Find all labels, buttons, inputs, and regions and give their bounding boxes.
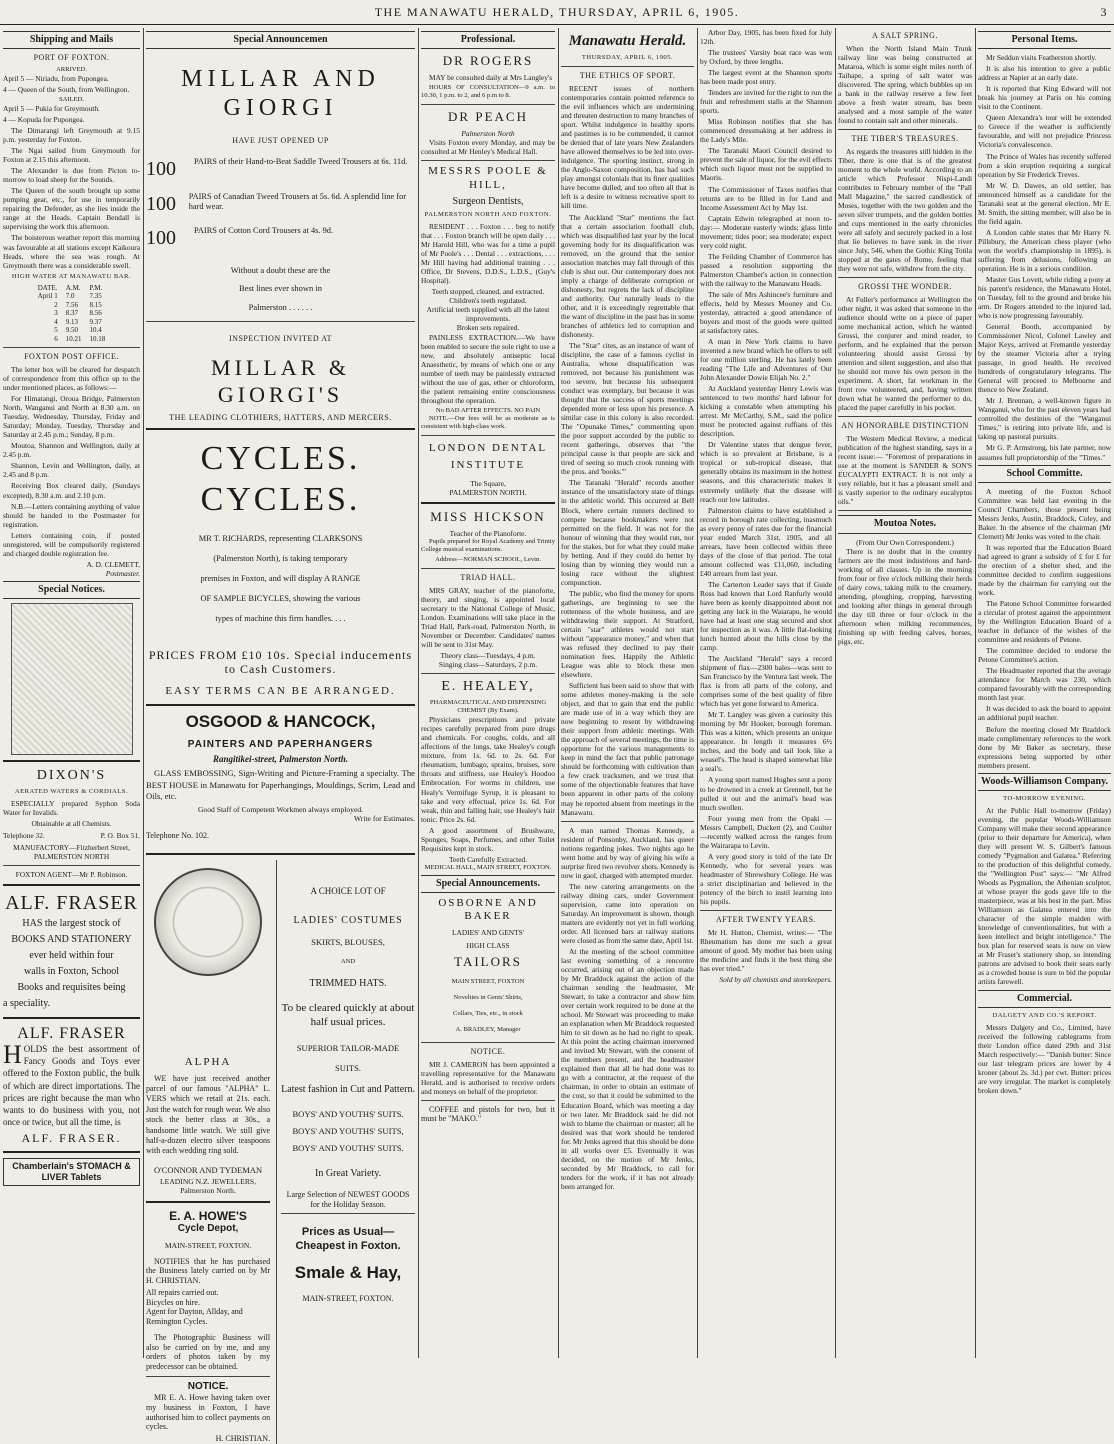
news-paragraph: A man named Thomas Kennedy, a resident of Ponsonby, Auckland, has queer notions regarding jokes. Two nights ago he went home and by way of giving his wife a surprise fired two revolver shots. Kennedy is now in gaol, charged with attempted murder. [561,825,694,880]
news-item: Mr T. Langley was given a curiosity this morning by Mr Hooker, borough foreman. This was a kitten, which presents an unique appearance. In length it measures 6½ inches, and the body and tail look like a weasel's. The head is shaped somewhat like a seal's. [700,710,832,774]
dixon-agent: FOXTON AGENT—Mr P. Robinson. [15,870,128,880]
port-heading: PORT OF FOXTON. [33,53,110,63]
alf-fraser-text [3,1040,140,1128]
notice-title: NOTICE. [470,1046,506,1056]
news-paragraph: At the meeting of the school committee last evening something of a rencontre occurred, arising out of an objection made by Mr Braddock against the action of the chairman sending the headmaster, Mr Stewart, to take a contractor and show him over certain work required to be done at the school. Mr Stewart was proceeding to make an explanation when Mr Braddock requested him to sit down as he had no right to speak. At this point the acting chairman intervened and invited Mr Stewart, with the consent of the members present, and the headmaster explained then that all he had done was to go with a contractor, at the request of the chairman, in order to obtain an estimate of the cost, so that it could be submitted to the Education Board, which was meeting a day or two later. Mr Braddock said he did not wish to blame the chairman or master; all he desired was that work should be tendered for. Mr Jenks agreed that this should be done in all works over £5. Eventually it was decided, on the motion of Mr Jenks, seconded by Mr Braddock, to call for tenders for the work, if it has not already been arranged for. [561,946,694,1191]
triad-theory: Theory class—Tuesdays, 4 p.m. [440,651,536,661]
dixon-obtainable: Obtainable at all Chemists. [31,819,112,829]
jeweller-sub: LEADING N.Z. JEWELLERS, Palmerston North. [160,1177,257,1196]
cycles-title: CYCLES. CYCLES. [200,439,361,519]
column-personal [975,28,1114,1358]
post-paragraph: Letters containing coin, if posted unregistered, will be compulsorily registered and charged double registration fee. [3,530,140,558]
tide-row [34,292,110,301]
honour-text: The Western Medical Review, a medical publication of the highest standing, says in a recent issue:— "Foremost of preparations in use at the moment is SANDER & SON'S EUCALYPTI EXTRACT. It is not only a very reliable, but it has a pleasant smell and is vastly superior to the ordinary eucalyptus oils." [838,434,972,507]
teeth-line: Teeth stopped, cleaned, and extracted. [431,287,545,297]
costumes-line: TRIMMED HATS. [309,977,387,989]
news-item: Four young men from the Opaki — Messrs Campbell, Duckett (2), and Coulter—recently walked across the ranges from the Wairarapa to Levin. [700,813,832,850]
news-item: Dr Valentine states that dengue fever, which is so prevalent at Brisbane, is a tropical or sub-tropical disease, that generally obtains its maximum in the hottest seasons, and this characteristic makes it extremely unlikely that the disease will reach our low latitudes. [700,440,832,504]
page-number: 3 [1100,5,1108,19]
teeth-line: Broken sets repaired. [456,323,520,333]
cycles-line: (Palmerston North), is taking temporary [213,553,348,563]
tide-table [34,284,110,344]
column-news [697,28,835,1358]
teeth-painless: PAINLESS EXTRACTION.—We have been enabled to secure the sole right to use a new, and absolutely antiseptic local Anaesthetic, by means of which one or any number of teeth may be painlessly extracted without the use of gas, ether or chloroform, the patient remaining entire consciousness throughout the operation. [421,332,555,405]
millar-tag: THE LEADING CLOTHIERS, HATTERS, AND MERCERS. [169,413,392,423]
special-announcements-heading: Special Announcements. [421,875,555,893]
tide-row [34,301,110,310]
tide-cell: April 1 [37,292,58,301]
section-heading: Special Announcemen [146,31,415,49]
column-shipping [0,28,143,1358]
smale-street: MAIN-STREET, FOXTON. [302,1293,394,1303]
personal-item: Mr Seddon visits Featherston shortly. [986,53,1097,63]
dental-town: PALMERSTON NORTH. [449,488,527,498]
tiber-text: As regards the treasures still hidden in the Tiber, there is one that is of the greatest moment to the whole world. According to an article which Professor Nispi-Landi contributes to February number of the "Pall Mall Magazine," the sacred candlestick of Moses, together with the two golden and the seven silver trumpets, and the golden bottles and cups mentioned in the early chronicles were all safely and securely packed in a lost that lie believes to have sunk in the river since July, 546, when the Gothic King Totila stopped at the gates of Rome, feeling that they were not safe, withdrew from the city. [838,146,972,274]
howe-line: Agent for Dayton, Allday, and Remington Cycles. [146,1307,243,1327]
osgood-street: Rangitikei-street, Palmerston North. [212,754,348,765]
tide-row [34,309,110,318]
millar-note [146,261,415,317]
alf-fraser-title: ALF. FRASER [5,892,138,915]
grossi-heading: GROSSI THE WONDER. [858,282,952,292]
costumes-intro: A CHOICE LOT OF [310,886,386,897]
school-item: The Patone School Committee forwarded a circular of protest against the appointment by the Wellington Education Board of a teacher in defiance of the wishes of the committee and residents of Petone. [978,599,1111,645]
notice-title: NOTICE. [187,1380,229,1392]
school-item: Before the meeting closed Mr Braddock made complimentary references to the work done by Mr Baker as secretary, these expressions being supported by other members present. [978,724,1111,770]
personal-item: It is reported that King Edward will not break his journey at Paris on his coming visit to the Continent. [978,84,1111,112]
millar-note-line: Palmerston . . . . . . [248,302,313,313]
personal-item: Queen Alexandra's tour will be extended to Greece if the weather is sufficiently favourable, and will not prejudice Princess Victoria's convalescence. [978,113,1111,150]
editorial-paragraph: RECENT issues of northern contemporaries contain pointed reference to the evil influences which are undermining and threaten destruction to many branches of sport. Whilst indulgence in healthy sports and pastimes is to be commended, it cannot be denied that of late years New Zealanders have allowed themselves to be led into over-indulgence. The sporting instinct, strong in the Anglo-Saxon composition, has had such play amongst colonials that its finer qualities have become dulled, and too often all that is left is a desire to witness recreative sport to kill time. [561,84,694,211]
healey-brushes: A good assortment of Brushware, Sponges, Soaps, Perfumes, and other Toilet Requisites kept in stock. [421,825,555,853]
tide-col-header: DATE. [37,283,58,292]
column-editorial [558,28,697,1358]
tide-heading: HIGH WATER AT MANAWATU BAR. [11,272,132,280]
alf-line: HAS the largest stock of [22,917,121,929]
millar-name-2: MILLAR & GIORGI'S [211,355,350,408]
paper-date: THURSDAY, APRIL 6, 1905. [581,54,674,62]
post-paragraph: Receiving Box cleared daily, (Sundays excepted), 8.30 a.m. and 2.10 p.m. [3,481,140,500]
peach-title: DR PEACH [448,109,528,125]
special-notices-heading: Special Notices. [3,581,140,599]
moutoa-heading: Moutoa Notes. [838,515,972,533]
postmaster-title: Postmaster. [105,568,140,578]
news-item: A man in New York claims to have invented a new brand which he offers to sell for one million sterling. He has lately been reading "The Life and Adventures of Our John Alexander Dowie Elijah No. 2." [700,337,832,383]
triad-singing: Singing class—Saturdays, 2 p.m. [438,660,538,670]
grossi-text: At Fuller's performance at Wellington the other night, it was asked that someone in the audience should write on a piece of paper some mechanical action, which he wanted Grossi, the conjurer and mind reader, to perform, and he explained that the person volunteering should assist Grossi by attention and silent suggestion, and also that he should not move his own person in the experiment. A short, fat workman in the front row volunteered, and, having written down what he wanted the performer to do, placed the paper carefully in his pocket. [838,294,972,413]
tailor-heading: SUPERIOR TAILOR-MADE [296,1042,400,1053]
cycles-prices: PRICES FROM £10 10s. Special inducements to Cash Customers. [148,647,413,677]
school-item: The Headmaster reported that the average attendance for March was 230, which compared favourably with the corresponding month last year. [978,666,1111,703]
personal-item: Mr J. Brennan, a well-known figure in Wanganui, who for the past eleven years had controlled the destinies of the "Wanganui Times," is retiring into private life, and is taking up pastoral pursuits. [978,396,1111,442]
tide-cell: 10.21 [65,334,82,343]
tide-cell: 8.15 [89,300,102,309]
hickson-address: Address—NORMAN SCHOOL, Levin. [435,556,541,564]
prices-usual: Prices as Usual— [301,1226,395,1239]
healey-text: Physicians prescriptions and private recipes carefully prepared from pure drugs and chemicals. For coughs, colds, and all affections of the lungs, take Healey's cough mixture, from 1s. 6d. to 2s. 6d. For rheumatism, lumbago, sprains, bruises, sore throats and stiffness, use Healey's Hoodoo Embrocation. For worms in children, use Healy's Vermifuge Syrup, it is pleasant to take and very effectual, price 1s. 6d. For weak, thin and falling hair, use Healey's hair tonic. Price 2s. 6d. [421,715,555,824]
howe-sub: Cycle Depot, [177,1223,239,1235]
tide-cell: 7.56 [65,300,79,309]
millar-item-text: PAIRS of Canadian Tweed Trousers at 5s. 6d. A splendid line for hard wear. [188,191,407,212]
dixon-contact [3,831,140,840]
howe-title: E. A. HOWE'S [169,1208,247,1223]
tiber-heading: THE TIBER'S TREASURES. [851,134,959,144]
osborne-grade: HIGH CLASS [466,940,510,950]
cycles-body [146,529,415,630]
news-item: Tenders are invited for the right to run the fruit and refreshment stalls at the Shannon sports. [700,88,832,116]
news-item: A young sport named Hughes sent a pony to be drowned in a creek at Grennell, but he pulled it out and the animal's head was much swollen. [700,775,832,812]
teeth-line: Children's teeth regulated. [449,296,527,306]
osborne-collars: Collars, Ties, etc., in stock [453,1009,523,1017]
sailing-entry: 4 — Kopuda for Pupongea. [3,115,85,125]
section-heading: Professional. [421,31,555,49]
tide-row [34,335,110,344]
boys-line: BOYS' AND YOUTHS' SUITS. [292,1143,404,1154]
dixon-telephone: Telephone 32. [3,831,45,841]
cycles-line: types of machine this firm handles. . . . [215,614,346,624]
poole-title: MESSRS POOLE & HILL, [428,165,548,191]
post-paragraph: N.B.—Letters containing anything of value should be handed to the Postmaster for registration. [3,501,140,529]
howe-street: MAIN-STREET, FOXTON. [164,1241,252,1251]
news-item: The sale of Mrs Ashincee's furniture and effects, held by Messrs Mooney and Co. yesterday, attracted a good attendance of buyers and most of the goods were quitted at satisfactory rates. [700,289,832,335]
peach-town: Palmerston North [461,129,515,138]
post-office-heading: FOXTON POST OFFICE. [24,352,119,362]
howe-photo: The Photographic Business will also be carried on by me, and any orders of photos taken by my predecessor can be obtained. [146,1332,271,1372]
section-heading: Shipping and Mails [3,31,140,49]
jeweller-ad [146,860,270,1444]
millar-item-text: PAIRS of Cotton Cord Trousers at 4s. 9d. [194,226,334,236]
school-item: A meeting of the Foxton School Committee was held last evening in the Council Chambers, those present being Messrs Jenks, Austin, Braddock, Coley, and Baker. In the absence of the chairman (Mr Clemett) Mr Jenks was voted to the chair. [978,486,1111,541]
peach-text: Visits Foxton every Monday, and may be consulted at Mr Henley's Medical Hall. [421,138,555,157]
osborne-title: OSBORNE AND BAKER [438,896,538,923]
tide-col-header: P.M. [89,283,103,292]
arrival-entry: 4 — Queen of the South, from Wellington. [3,85,130,94]
after-text: Mr H. Hutton, Chemist, writes:— "The Rheumatism has done me such a great amount of good. My mother has been using the medicine and finds it the best thing she has ever tried." [700,927,832,973]
column-professional [418,28,558,1358]
tide-cell: 7.35 [89,292,102,301]
notice-sign: H. CHRISTIAN. [215,1434,271,1444]
editorial-paragraph: The Taranaki "Herald" records another instance of the unsatisfactory state of things in the athletic world. This occurred at Bell Block, where certain runners declined to compete because bookmakers were not permitted on the field. It was not for the honour of winning that they would run, nor for the stakes, but for what they could make by betting. And if they could do better by losing than by winning they would run a losing race without the slightest compunction. [561,478,694,587]
moutoa-sub: (From Our Own Correspondent.) [856,537,954,547]
howe-line: Bicycles on hire. [146,1297,200,1307]
news-paragraph: The new catering arrangements on the railway dining cars, under Government supervision, came into operation on Saturday. An improvement is shown, though matters are evidently not yet in full working order. All licensed bars at railway stations were closed as from the same date, April 1st. [561,881,694,945]
column-special-announcements [143,28,418,1444]
arrived-label: ARRIVED. [56,65,87,73]
hickson-text: Pupils prepared for Royal Academy and Trinity College musical examinations. [421,537,555,554]
costumes-line: SKIRTS, BLOUSES, [311,937,385,948]
notice-text: MR E. A. Howe having taken over my business in Foxton, I have authorised him to collect payments on cycles. [146,1393,271,1432]
tide-col-header: A.M. [65,283,81,292]
dixon-text: ESPECIALLY prepared Syphon Soda Water for Invalids. [3,799,140,818]
editorial-paragraph: The Auckland "Star" mentions the fact that a certain association football club, which was disqualified last year by the local governing body for its disqualification was removed, on the ground that the senior association matches may fall through of this club is shut out. Our contemporary does not imply a charge of deliberate corruption or dishonesty, but regrets the lack of discipline and authority. Our naturally leads to the other, and it is exceedingly regrettable that the want of discipline in the past has in some branches of athletics led to corruption and dishonesty. [561,212,694,339]
costumes-ad [276,860,415,1444]
millar-item-number: 100 [146,192,176,215]
osborne-street: MAIN STREET, FOXTON [451,977,525,985]
osborne-manager: A. BRADLEY, Manager [455,1025,521,1033]
masthead-title: THE MANAWATU HERALD, THURSDAY, APRIL 6, 1905. [374,5,740,19]
tide-cell: 9.13 [65,317,79,326]
sailing-entry: April 5 — Pukia for Greymouth. [3,104,100,114]
news-item: The trustees' Varsity boat race was won by Oxford, by three lengths. [700,48,832,67]
osborne-tailors: TAILORS [454,953,522,969]
chamberlain-ad: Chamberlain's STOMACH & LIVER Tablets [3,1158,140,1186]
tide-cell: 8.56 [89,309,102,318]
news-item: The Taranaki Maori Council desired to prevent the sale of liquor, for the evil effects which such liquor must not be supplied to Maoris. [700,146,832,183]
shipping-paragraph: The Alexander is due from Picton to-morrow to load sheep for the Sounds. [3,166,140,185]
tailor-fashion: Latest fashion in Cut and Pattern. [281,1083,415,1095]
hickson-title: MISS HICKSON [430,509,546,525]
news-item: A very good story is told of the late Dr Kennedy, who for several years was headmaster of Shrewsbury College. He was a strict disciplinarian and believed in the potency of the birch to instil learning into his pupils. [700,851,832,906]
millar-item [146,157,415,181]
news-item: The Auckland "Herald" says a record shipment of flax—2300 bales—was sent to San Francisco by the Ventura last week. The flax is from all parts of the colony, and comprises some of the best quality of fibre which has yet gone forward to America. [700,654,832,709]
healey-teeth: Teeth Carefully Extracted. [448,854,528,864]
healey-address: MEDICAL HALL, MAIN STREET, FOXTON. [424,863,552,871]
alf-fraser-sign: ALF. FRASER. [21,1131,122,1146]
post-paragraph: For Himatangi, Oroua Bridge, Palmerston North, Wanganui and North at 8.30 a.m. on Tuesday, Wednesday, Thursday, Friday and Saturday; Monday, Tuesday, Thursday and Saturday at 2.45 p.m.; Sunday, 8 p.m. [3,394,140,440]
dental-square: The Square, [470,479,506,489]
alf-line: Books and requisites being [17,981,126,993]
tide-cell: 3 [54,309,58,318]
costumes-and: AND [340,957,356,965]
after-sold: Sold by all chemists and storekeepers. [719,974,832,984]
millar-item [146,226,415,250]
shipping-paragraph: The Dimarangi left Greymouth at 9.15 p.m. yesterday for Foxton. [3,126,140,145]
osgood-text: GLASS EMBOSSING, Sign-Writing and Picture-Framing a specialty. The BEST HOUSE in Manawatu for Paperhangings, Mouldings, Scrim, Lead and Oils, etc. [146,768,415,802]
boys-line: BOYS' AND YOUTHS' SUITS. [292,1109,404,1120]
post-paragraph: The letter box will be cleared for despatch of correspondence from this office up to the under mentioned places, as follows:— [3,365,140,393]
personal-item: General Booth, accompanied by Commissioner Nicol, Colonel Lawley and Major Keys, arrived at Fremantle yesterday by the steamer Victoria after a trying passage, in good health. He received hundreds of congratulatory telegrams. The General will proceed to Melbourne and thence to New Zealand. [978,322,1111,395]
cycles-line: MR T. RICHARDS, representing CLARKSONS [198,533,363,543]
arrival-entry: April 5 — Niriadu, from Pupongea. [3,73,109,83]
osborne-sub: LADIES' AND GENTS' [451,927,525,937]
tide-cell: 6 [54,334,58,343]
jeweller-name: O'CONNOR AND TYDEMAN [153,1164,263,1175]
personal-item: Master Gus Lovett, while riding a pony at his parent's residence, the Manawatu Hotel, on Tuesday, fell to the ground and broke his arm. Dr Rogers attended to the injured lad, who is now progressing favourably. [978,274,1111,321]
teeth-line: Artificial teeth supplied with all the latest improvements. [426,305,550,324]
personal-item: The Prince of Wales has recently suffered from a skin eruption requiring a surgical operation by Sir Frederick Treves. [978,151,1111,179]
rogers-title: DR ROGERS [442,53,534,69]
tide-cell: 9.37 [89,317,102,326]
alf-line: a speciality. [3,997,51,1009]
howe-line: All repairs carried out. [146,1287,219,1297]
postmaster-signature: A. D. CLEMETT, [86,559,140,569]
tide-row [34,326,110,335]
salt-heading: A SALT SPRING. [872,31,938,40]
watch-text: WE have just received another parcel of our famous "ALPHA" L. VERS which we retail at 21s. each. Just the watch for rough wear. We also stock the better class at 30s., a handsome little watch. We still give half-a-dozen electro silver teaspoons with each wedding ring sold. [146,1073,271,1156]
section-heading: Personal Items. [978,31,1111,49]
watch-illustration [154,868,262,976]
editorial-heading: THE ETHICS OF SPORT. [579,71,676,81]
commercial-heading: Commercial. [978,990,1111,1008]
editorial-paragraph: The public, who find the money for sports gatherings, are beginning to see the rottenness of the whole business, and are withdrawing their support. At Stratford, certain "star" athletes would not start without "appearance money," and when that was refused they declined to pay their nomination fees. Happily the Athletic League was able to block these men elsewhere. [561,588,694,680]
alf-line: walls in Foxton, School [23,965,119,977]
personal-item: Mr G. P. Armstrong, his late partner, now assumes full proprietorship of the "Times." [978,443,1111,462]
healey-sub: PHARMACEUTICAL AND DISPENSING CHEMIST (By Exam). [429,699,547,715]
after-heading: AFTER TWENTY YEARS. [715,914,817,924]
tide-cell: 4 [54,317,58,326]
poole-sub: Surgeon Dentists, [452,195,524,207]
news-item: The largest event at the Shannon sports has been made post entry. [700,68,832,87]
costumes-cleared: To be cleared quickly at about half usual prices. [281,1002,415,1028]
tide-cell: 10.4 [89,326,102,335]
millar-item-text: PAIRS of their Hand-to-Beat Saddle Tweed Trousers at 6s. 11d. [194,157,408,167]
news-item: At Auckland yesterday Henry Lewis was sentenced to two months' hard labour for kicking a constable when attempting his arrest. Mr McCarthy, S.M., said the police must be protected against ruffians of this description. [700,384,832,439]
millar-opened: HAVE JUST OPENED UP [232,135,329,145]
news-item: Miss Robinson notifies that she has commenced dressmaking at her address in the Lady's Mile. [700,117,832,145]
osgood-title: OSGOOD & HANCOCK, [185,712,376,732]
rogers-text: MAY be consulted daily at Mrs Langley's [429,73,553,83]
news-item: Arbor Day, 1905, has been fixed for July 12th. [700,28,832,47]
moutoa-text: There is no doubt that in the country farmers are the most industrious and hard-working of all classes. Up in the morning from four or five o'clock milking their herds of dairy cows, taking milk to the creamery, attending, ploughing, cropping, harvesting and looking after things in general through the day till three or four o'clock in the afternoon when milking recommences, finishing up with feeding calves, horses, pigs, etc. [838,546,972,646]
tide-cell: 5 [54,326,58,335]
editorial-paragraph: Sufficient has been said to show that with some athletes money-making is the sole object, and that to gain that end the public are made use of in a way which they are now beginning to resent by withdrawing their support from athletic meetings. With the approach of several meetings, the time is opportune for the various managements to keep in mind the fact that public patronage should be forthcoming with cultivation than a few crack tracksmen, and we trust that some of the objectionable features that have been apparent in other parts of the colony may be reported absent from meetings in the Manawatu. [561,681,694,817]
osgood-write: Write for Estimates. [353,814,415,824]
millar-item-number: 100 [146,158,176,181]
boys-suits [281,1106,415,1158]
salt-text: When the North Island Main Trunk railway line was being constructed at Mataroa, which is some eight miles north of Taihape, a spring of salt water was discovered. The spring, which bubbles up on a bank in the railway reserve a few feet above a fresh water stream, has been analysed and a most sample of the water found to contain salt and other minerals. [838,43,972,125]
tide-cell: 9.50 [65,326,79,335]
osgood-phone: Telephone No. 102. [146,831,209,841]
millar-title: MILLAR AND GIORGI [181,66,380,122]
tide-row [34,318,110,327]
hickson-sub: Teacher of the Pianoforte. [449,528,527,538]
shipping-paragraph: The Queen of the south brought up some pumping gear, etc., for use in temporarily repairing the Defender, as she lies inside the range at the Heads. Captain Bendall is supervising the work this afternoon. [3,186,140,232]
school-heading: School Committe. [978,465,1111,483]
coffee-ad: COFFEE and pistols for two, but it must be "MAKO." [421,1104,555,1124]
notice-text: MR J. CAMERON has been appointed a travelling representative for the Manawatu Herald, and is authorised to receive orders and moneys on behalf of the proprietor. [421,1059,555,1096]
paper-title: Manawatu Herald. [568,33,687,49]
cycles-line: premises in Foxton, and will display A RANGE [200,574,361,584]
smale-hay: Smale & Hay, [294,1263,402,1283]
news-item: Captain Edwin telegraphed at noon to-day:— Moderate easterly winds; glass little movement; tides poor; sea moderate; expect very cold night. [700,213,832,250]
millar-item [146,192,415,216]
osborne-novelties: Novelties in Gents' Shirts, [453,993,523,1001]
cheapest: Cheapest in Foxton. [295,1239,401,1252]
dixon-po-box: P. O. Box 51. [100,831,140,841]
millar-note-line: Best lines ever shown in [238,283,323,294]
commercial-sub: DALGETY AND CO.'S REPORT. [992,1011,1097,1019]
tide-cell: 8.37 [65,309,79,318]
news-item: Palmerston claims to have established a record in borough rate collecting, inasmuch as every penny of rates due for the financial year ended March 31st, 1905, and all arrears, have been collected within three days of the close of that period. The total amount collected was £11,060, including £40 arrears from last year. [700,505,832,578]
tide-cell: 2 [54,300,58,309]
millar-note-line: Without a doubt these are the [230,264,331,275]
dropcap-h: H [3,1040,22,1070]
poole-text: RESIDENT . . . Foxton . . . beg to notify that . . . Foxton branch will be open daily . . . Mr Harold Hill, who was for a time a pupil of Mr Poole's . . . Dental . . . extractions, . . . Mr Hill having had additional training . . . Office, Dr Stevens, D.D.S., L.D.S., (Guy's Hospital). [421,222,555,286]
millar-invite: INSPECTION INVITED AT [229,333,332,343]
honour-heading: AN HONORABLE DISTINCTION [841,421,969,431]
column-features [835,28,975,1358]
tide-cell: 7.0 [65,292,75,301]
costumes-line: LADIES' COSTUMES [293,915,403,927]
triad-text: MRS GRAY, teacher of the pianoforte, theory, and singing, is appointed local secretary to the National College of Music, London. Examinations will take place in the Triad Hall, Park-road, Palmerston North, in November or December. Candidates' names will be sent to 31st May. [421,585,555,650]
tide-cell: 10.18 [89,334,106,343]
dixon-manufactory: MANUFACTORY—Fitzherbert Street, PALMERSTON NORTH [13,843,130,862]
alf-fraser-body: OLDS the best assortment of Fancy Goods and Toys ever offered to the Foxton public, the bulk of which are direct importations. The prices are right because the man who wants to do business with you, not once or twice, but all the time, is [3,1044,140,1128]
woods-sub: TO-MORROW EVENING. [1003,794,1086,802]
news-item: The Commissioner of Taxes notifies that returns are to be filled in for Land and Income Assessment Act by May 1st. [700,184,832,212]
news-item: The Carterton Leader says that if Guide Ross had known that Lord Ranfurly would have been as keenly disappointed about not getting any luck in the Waiarapu, he would have had at least one stag secured and shot for inspection as it was. A little flat-looking lunch hunted about the hills close by the camp. [700,579,832,653]
variety: In Great Variety. [314,1167,382,1179]
cycles-line: OF SAMPLE BICYCLES, showing the various [200,594,361,604]
masthead [0,0,1114,25]
osgood-staff: Good Staff of Competent Workmen always employed. [197,804,364,814]
millar-item-number: 100 [146,227,176,250]
dixon-subtitle: AERATED WATERS & CORDIALS. [14,788,129,796]
personal-item: It is also his intention to give a public address at Napier at an early date. [978,64,1111,83]
cycles-terms: EASY TERMS CAN BE ARRANGED. [165,684,396,697]
teeth-no-pain: No BAD AFTER EFFECTS. NO PAIN [435,406,541,414]
dixon-title: DIXON'S [36,767,107,783]
teeth-note: NOTE.—Our fees will be as moderate as is consistent with high-class work. [421,414,555,430]
news-item: The Feilding Chamber of Commerce has passed a resolution supporting the Palmerston Chamber's action in connection with the railway to the Manawatu Heads. [700,251,832,288]
howe-text: NOTIFIES that he has purchased the Business lately carried on by Mr H. CHRISTIAN. [146,1256,271,1286]
alf-fraser-title-2: ALF. FRASER [17,1024,126,1042]
personal-item: A London cable states that Mr Harry N. Pillsbury, the American chess player (who won the world's championship in 1895), is suffering from delusions, following an operation. He is in a serious condition. [978,227,1111,273]
shipping-paragraph: The boisterous weather report this morning was favourable at all stations except Kaikoura Heads, where the sea was rough. At Greymouth there was a considerable swell. [3,233,140,270]
new-goods: Large Selection of NEWEST GOODS for the Holiday Season. [286,1189,410,1209]
commercial-text: Messrs Dalgety and Co., Limited, have received the following cablegrams from their London office dated 29th and 31st March respectively:— "Danish butter: Since our last telegram prices are lower by 4 kroner (about 2s. 3d.) per cwt. Butter: prices are very irregular. The market is completely broken down." [978,1022,1111,1095]
personal-item: Mr W. D. Dawes, an old settler, has announced himself as a candidate for the Taranaki seat at the general election. Mr E. M. Smith, the sitting member, will also be in the field again. [978,180,1111,226]
woods-heading: Woods-Williamson Company. [978,773,1111,791]
dental-title: LONDON DENTAL INSTITUTE [428,441,548,472]
alf-line: BOOKS AND STATIONERY [11,933,132,945]
healey-title: E. HEALEY, [441,679,535,695]
school-item: It was reported that the Education Board had agreed to grant a subsidy of £ for £ for the erection of a shelter shed, and the committee decided to confirm suggestions made by the chairman for carrying out the work. [978,542,1111,598]
tailor-suits: SUITS. [335,1063,362,1074]
editorial-paragraph: The "Star" cites, as an instance of want of discipline, the case of a famous cyclist in Australia, whose disqualification was removed, not because his punishment was too severe, but because his subsequent conduct was exemplary, but because it was thought that the success of sports meetings depended more or less upon his presence. A similar case in this colony is also recorded. The "Opunake Times," commenting upon the poor support accorded by the public to recent gatherings, observes that "the principal cause is that people are sick and tired of seeing so much crook running with the pros. and 'books.'" [561,340,694,477]
bottle-illustration [11,603,133,755]
school-item: The committee decided to endorse the Petone Committee's action. [978,646,1111,665]
watch-brand: ALPHA [184,1056,232,1069]
triad-title: TRIAD HALL. [460,573,516,583]
woods-text: At the Public Hall to-morrow (Friday) evening, the popular Woods-Williamson Company will make their second appearance (prior to their departure for America), when they will present W. S. Gilbert's famous comedy "Pygmalion and Galatea." Referring to the production of this delightful comedy, the "Wellington Post" says:— "Mr Alfred Woods as Pygmalion, the Athenian sculptor, at whose prayer the gods gave life to the masterpiece, was at his best in the part. Miss Williamson as Galatea entered into the character of the simple maiden with knowledge of conventionalities, but with a keen intellect and bright intelligence." The box plan for reserved seats is now on view at Mr Fraser's stationery shop, so intending patrons are advised to book their seats early as a crowded house is sure to bid the popular artists farewell. [978,805,1111,987]
post-paragraph: Moutoa, Shannon and Wellington, daily at 2.45 p.m. [3,441,140,460]
sailed-label: SAILED. [58,96,85,104]
boys-line: BOYS' AND YOUTHS' SUITS, [292,1126,404,1137]
poole-town: PALMERSTON NORTH AND FOXTON. [424,211,552,219]
post-paragraph: Shannon, Levin and Wellington, daily, at 2.45 and 8 p.m. [3,461,140,480]
shipping-paragraph: The Ngai sailed from Greymouth for Foxton at 2.15 this afternoon. [3,146,140,165]
school-item: It was decided to ask the board to appoint an additional pupil teacher. [978,704,1111,723]
alf-line: ever held within four [29,949,114,961]
rogers-hours: HOURS OF CONSULTATION—9 a.m. to 10.30, 1 p.m. to 2, and 6 p.m to 8. [421,84,555,100]
osgood-sub: PAINTERS AND PAPERHANGERS [187,739,374,751]
